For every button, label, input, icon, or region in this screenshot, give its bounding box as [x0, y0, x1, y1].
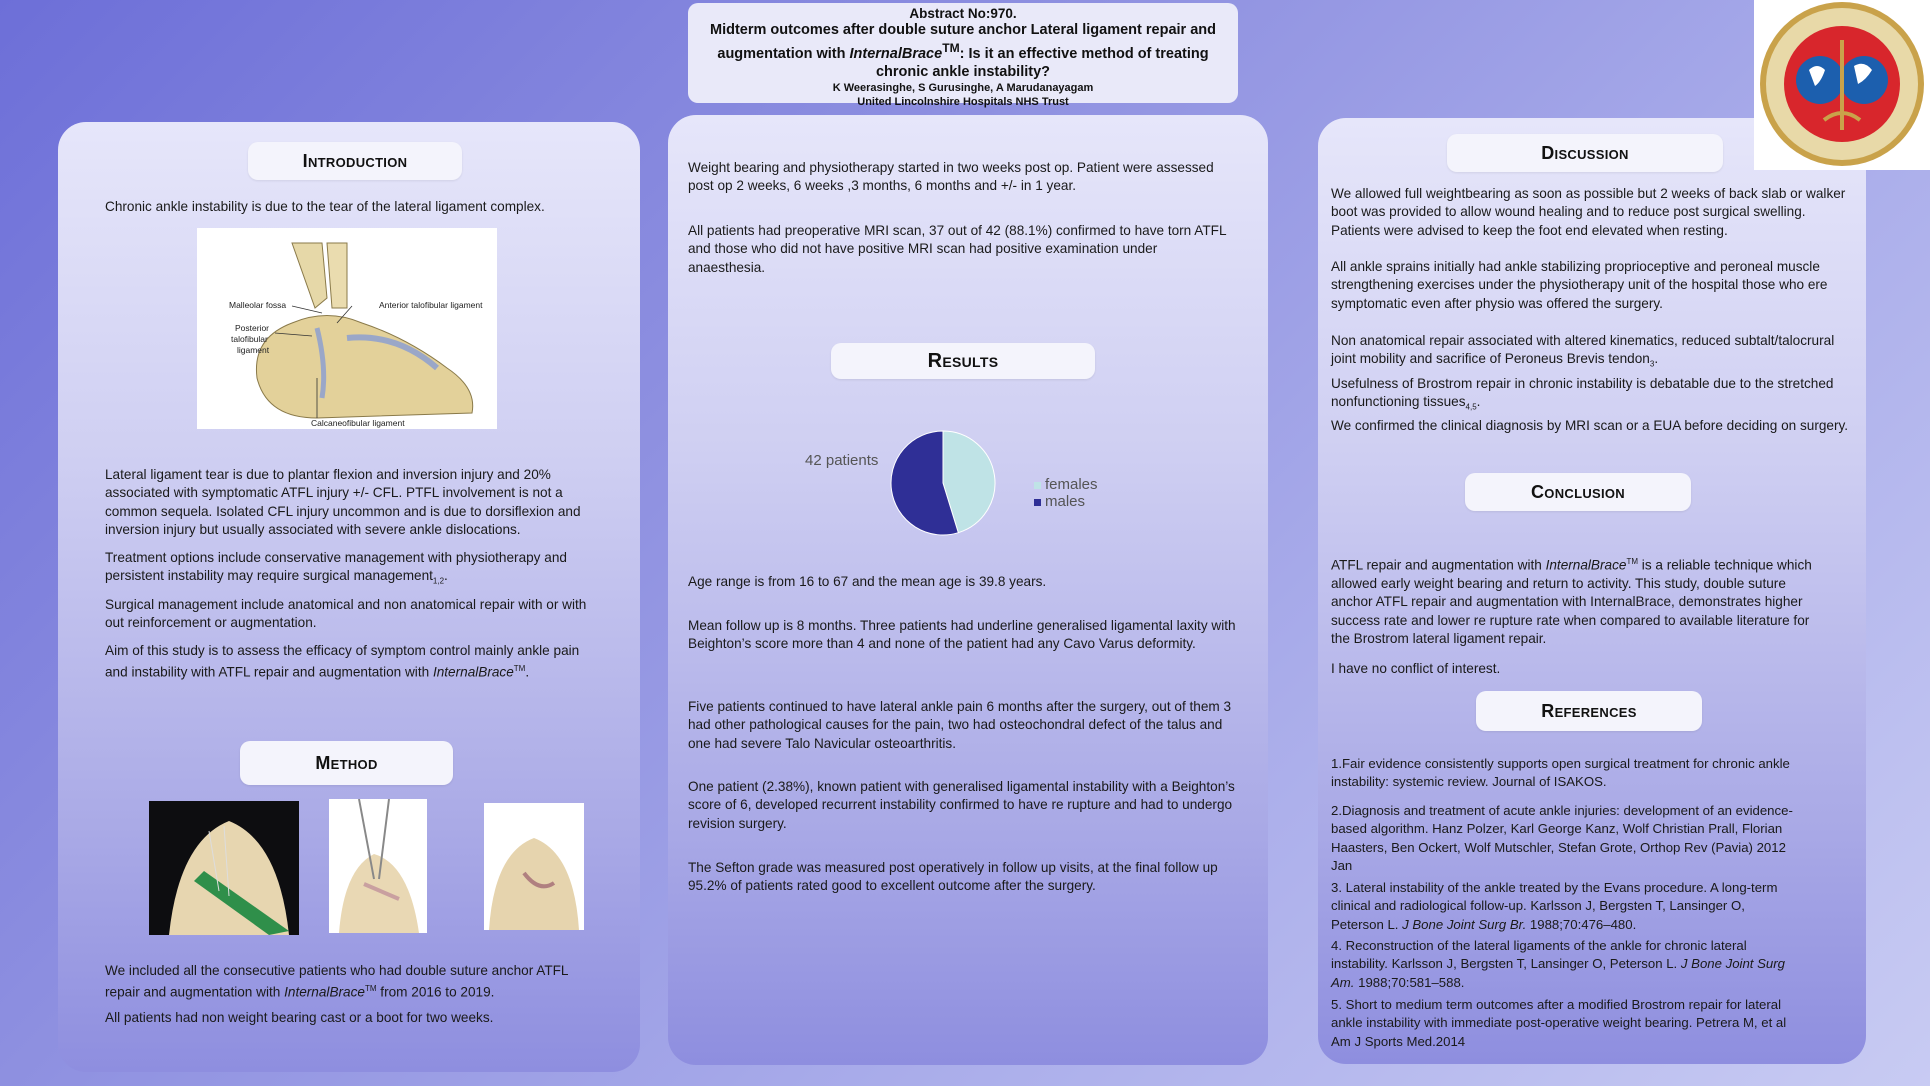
surgery-photo-3	[484, 803, 584, 930]
method-heading: Method	[240, 741, 453, 785]
middle-paragraph-1: Weight bearing and physiotherapy started in two weeks post op. Patient were assessed post op 2 weeks, 6 weeks ,3 months, 6 months and +/- in 1 year.	[688, 160, 1214, 194]
reference-3: 3. Lateral instability of the ankle treated by the Evans procedure. A long-term clinical and radiological follow-up. Karlsson J, Bergsten T, Lansinger O, Peterson L. J Bone Joint Surg Br. 1988;70:476–480.	[1331, 880, 1778, 932]
ankle-ligament-figure	[197, 228, 497, 429]
legend-item-females: females	[1034, 476, 1098, 493]
pie-legend	[1034, 476, 1098, 510]
reference-4: 4. Reconstruction of the lateral ligaments of the ankle for chronic lateral instability. Karlsson J, Bergsten T, Lansinger O, Peterson L. J Bone Joint Surg Am. 1988;70:581–588.	[1331, 938, 1785, 990]
discussion-heading: Discussion	[1447, 134, 1723, 172]
legend-item-males: males	[1034, 493, 1098, 510]
intro-paragraph-5: Aim of this study is to assess the efficacy of symptom control mainly ankle pain and instability with ATFL repair and augmentation with InternalBrace™.	[105, 643, 580, 680]
society-logo	[1754, 0, 1930, 170]
method-paragraph-1: We included all the consecutive patients who had double suture anchor ATFL repair and augmentation with InternalBrace™ from 2016 to 2019.	[105, 963, 568, 1000]
discussion-paragraph-3: Non anatomical repair associated with altered kinematics, reduced subtalt/talocrural joint mobility and sacrifice of Peroneus Brevis tendon$_3$. Usefulness of Brostrom repair in chronic instability is debatable due to the stretched nonfunctioning tissues$_{4,5}$. We confirmed the clinical diagnosis by MRI scan or a EUA before deciding on surgery.	[1331, 333, 1849, 434]
legend-swatch-females	[1034, 482, 1041, 489]
figure-label-ptfl-2: talofibular	[231, 334, 268, 344]
discussion-paragraph-1: We allowed full weightbearing as soon as possible but 2 weeks of back slab or walker boot was provided to allow wound healing and to reduce post surgical swelling. Patients were advised to keep the foot end elevated when resting.	[1331, 186, 1846, 238]
figure-label-ptfl-1: Posterior	[235, 323, 270, 333]
abstract-number: Abstract No:970.	[909, 6, 1017, 21]
results-heading: Results	[831, 343, 1095, 379]
intro-paragraph-2: Lateral ligament tear is due to plantar flexion and inversion injury and 20% associated with symptomatic ATFL injury +/- CFL. PTFL involvement is not a common sequela. Isolated CFL injury uncommon and is due to dorsiflexion and inversion injury but usually associated with severe ankle dislocations.	[105, 467, 581, 538]
introduction-heading: Introduction	[248, 142, 462, 180]
reference-1: 1.Fair evidence consistently supports open surgical treatment for chronic ankle instability: systemic review. Journal of ISAKOS.	[1331, 756, 1790, 790]
middle-paragraph-3: Age range is from 16 to 67 and the mean age is 39.8 years.	[688, 574, 1047, 589]
middle-paragraph-7: The Sefton grade was measured post operatively in follow up visits, at the final follow up 95.2% of patients rated good to excellent outcome after the surgery.	[688, 860, 1218, 894]
middle-paragraph-2: All patients had preoperative MRI scan, 37 out of 42 (88.1%) confirmed to have torn ATFL and those who did not have positive MRI scan had positive examination under anaesthesia.	[688, 223, 1226, 275]
gender-pie-chart	[888, 428, 998, 538]
intro-paragraph-3: Treatment options include conservative management with physiotherapy and persistent instability may require surgical management$_{1,2}$.	[105, 550, 567, 587]
references-heading: References	[1476, 691, 1702, 731]
method-paragraph-2: All patients had non weight bearing cast or a boot for two weeks.	[105, 1010, 494, 1025]
figure-label-cfl: Calcaneofibular ligament	[311, 418, 405, 428]
conclusion-paragraph-2: I have no conflict of interest.	[1331, 661, 1501, 676]
pie-chart-title: 42 patients	[805, 452, 879, 469]
authors: K Weerasinghe, S Gurusinghe, A Marudanayagam	[832, 81, 1094, 94]
affiliation: United Lincolnshire Hospitals NHS Trust	[857, 95, 1069, 108]
intro-paragraph-4: Surgical management include anatomical and non anatomical repair with or with out reinforcement or augmentation.	[105, 597, 587, 631]
intro-paragraph-1: Chronic ankle instability is due to the tear of the lateral ligament complex.	[105, 199, 545, 214]
reference-2: 2.Diagnosis and treatment of acute ankle injuries: development of an evidence-based algorithm. Hanz Polzer, Karl George Kanz, Wolf Christian Prall, Florian Haasters, Ben Ockert, Wolf Mutschler, Stefan Grote, Orthop Rev (Pavia) 2012 Jan	[1331, 803, 1793, 874]
conclusion-heading: Conclusion	[1465, 473, 1691, 511]
middle-paragraph-5: Five patients continued to have lateral ankle pain 6 months after the surgery, out of them 3 had other pathological causes for the pain, two had osteochondral defect of the talus and one had severe Talo Navicular osteoarthritis.	[688, 699, 1232, 751]
poster-header	[688, 3, 1238, 108]
figure-label-malleolar-fossa: Malleolar fossa	[229, 300, 287, 310]
figure-label-atfl: Anterior talofibular ligament	[379, 300, 483, 310]
legend-swatch-males	[1034, 499, 1041, 506]
conclusion-paragraph-1: ATFL repair and augmentation with InternalBrace™ is a reliable technique which allowed early weight bearing and return to activity. This study, double suture anchor ATFL repair and augmentation with InternalBrace, demonstrates higher success rate and lower re rupture rate when compared to available literature for the Brostrom lateral ligament repair.	[1331, 557, 1812, 647]
discussion-paragraph-2: All ankle sprains initially had ankle stabilizing proprioceptive and peroneal muscle strengthening exercises under the physiotherapy unit of the hospital those who ere symptomatic even after physio was offered the surgery.	[1331, 259, 1828, 311]
figure-label-ptfl-3: ligament	[237, 345, 270, 355]
middle-paragraph-4: Mean follow up is 8 months. Three patients had underline generalised ligamental laxity with Beighton’s score more than 4 and none of the patient had any Cavo Varus deformity.	[688, 618, 1236, 652]
middle-paragraph-6: One patient (2.38%), known patient with generalised ligamental instability with a Beighton’s score of 6, developed recurrent instability confirmed to have re rupture and had to undergo revision surgery.	[688, 779, 1235, 831]
reference-5: 5. Short to medium term outcomes after a modified Brostrom repair for lateral ankle instability with immediate post-operative weight bearing. Petrera M, et al Am J Sports Med.2014	[1331, 997, 1787, 1049]
surgery-photo-2	[329, 799, 427, 933]
surgery-photo-1	[149, 801, 299, 935]
poster-title: Midterm outcomes after double suture anchor Lateral ligament repair and augmentation with InternalBrace™: Is it an effective method of treating chronic ankle instability?	[710, 22, 1216, 80]
